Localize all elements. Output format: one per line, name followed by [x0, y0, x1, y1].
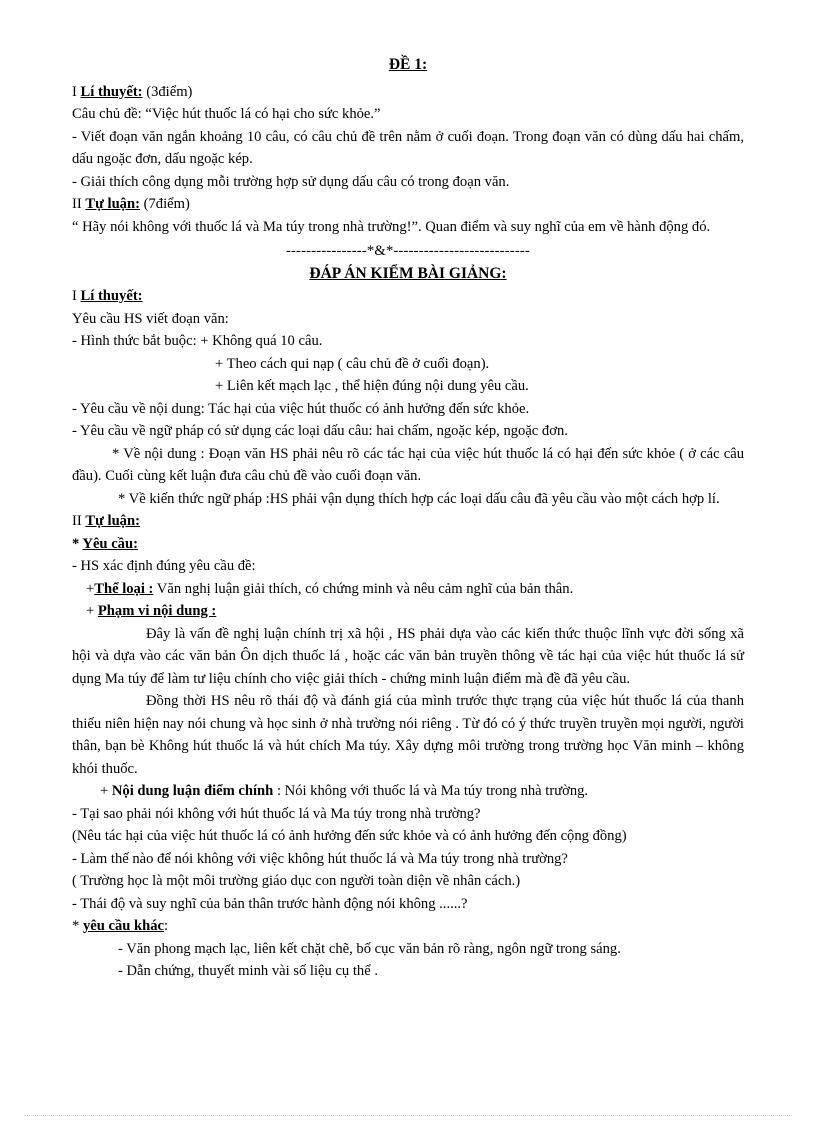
list-item: - Dẫn chứng, thuyết minh vài số liệu cụ thể .: [118, 963, 379, 979]
list-item: - Tại sao phải nói không với hút thuốc lá và Ma túy trong nhà trường?: [72, 805, 481, 822]
list-item: ( Trường học là một môi trường giáo dục con người toàn diện về nhân cách.): [72, 873, 521, 889]
grammar-note: * Về kiến thức ngữ pháp :HS phải vận dụng thích hợp các loại dấu câu đã yêu cầu vào một cách hợp lí.: [118, 490, 720, 507]
page-bottom-rule: [24, 1115, 792, 1116]
list-item: + Theo cách qui nạp ( câu chủ đề ở cuối đoạn).: [215, 355, 490, 372]
genre-line: +Thể loại : Văn nghị luận giải thích, có chứng minh và nêu cảm nghĩ của bản thân.: [86, 580, 574, 597]
list-item: + Liên kết mạch lạc , thể hiện đúng nội dung yêu cầu.: [215, 378, 529, 394]
section-1-heading: I Lí thuyết: (3điểm): [72, 83, 193, 100]
other-requirements-heading: * yêu cầu khác:: [72, 918, 169, 934]
list-item: - Làm thế nào để nói không với việc không hút thuốc lá và Ma túy trong nhà trường?: [72, 850, 568, 867]
scope-paragraph-2: Đồng thời HS nêu rõ thái độ và đánh giá của mình trước thực trạng của việc hút thuốc lá của thanh thiếu niên hiện nay nói chung và học sinh ở nhà trường nói riêng . Từ đó có ý thức truyền truyền mọi người, người thân, bạn bè Không hút thuốc lá và hút chích Ma túy. Xây dựng môi trường trong trường học Văn minh – không khói thuốc.: [72, 693, 744, 777]
scope-heading: + Phạm vi nội dung :: [86, 603, 217, 619]
list-item: Yêu cầu HS viết đoạn văn:: [72, 310, 229, 327]
requirements-heading: * Yêu cầu:: [72, 535, 138, 552]
document-page: [72, 54, 744, 983]
list-item: (Nêu tác hại của việc hút thuốc lá có ảnh hưởng đến sức khỏe và có ảnh hưởng đến cộng đồng): [72, 828, 627, 844]
separator: ----------------*&*---------------------------: [285, 243, 531, 259]
list-item: - Văn phong mạch lạc, liên kết chặt chẽ, bố cục văn bản rõ ràng, ngôn ngữ trong sáng.: [118, 940, 621, 957]
answer-section-1-heading: I Lí thuyết:: [72, 288, 143, 304]
topic-sentence: Câu chủ đề: “Việc hút thuốc lá có hại cho sức khỏe.”: [72, 106, 381, 122]
content-note: * Về nội dung : Đoạn văn HS phải nêu rõ các tác hại của việc hút thuốc lá có hại đến sức khỏe ( ở các câu đầu). Cuối cùng kết luận đưa câu chủ đề vào cuối đoạn văn.: [72, 445, 744, 484]
main-point-line: + Nội dung luận điểm chính : Nói không với thuốc lá và Ma túy trong nhà trường.: [100, 783, 589, 799]
task-1: - Viết đoạn văn ngắn khoảng 10 câu, có câu chủ đề trên nằm ở cuối đoạn. Trong đoạn văn có dùng dấu hai chấm, dấu ngoặc đơn, dấu ngoặc kép.: [72, 128, 744, 167]
list-item: - Hình thức bắt buộc: + Không quá 10 câu.: [72, 333, 323, 349]
answer-title: ĐÁP ÁN KIỂM BÀI GIẢNG:: [309, 264, 507, 282]
list-item: - Thái độ và suy nghĩ của bản thân trước hành động nói không ......?: [72, 895, 468, 912]
list-item: - Yêu cầu về nội dung: Tác hại của việc hút thuốc có ảnh hưởng đến sức khỏe.: [72, 400, 530, 417]
scope-paragraph-1: Đây là vấn đề nghị luận chính trị xã hội , HS phải dựa vào các kiến thức thuộc lĩnh vực đời sống xã hội và dựa vào các văn bản Ôn dịch thuốc lá , hoặc các văn bản truyền thông về tác hại của việc hút thuốc lá sử dụng Ma túy để làm tư liệu chính cho việc giải thích - chứng minh luận điểm mà đề đã yêu cầu.: [72, 625, 744, 687]
exam-title: ĐỀ 1:: [388, 56, 428, 73]
list-item: - Yêu cầu về ngữ pháp có sử dụng các loại dấu câu: hai chấm, ngoặc kép, ngoặc đơn.: [72, 423, 568, 439]
section-2-heading: II Tự luận: (7điểm): [72, 196, 190, 212]
requirements-intro: - HS xác định đúng yêu cầu đề:: [72, 558, 256, 574]
essay-prompt: “ Hãy nói không với thuốc lá và Ma túy trong nhà trường!”. Quan điểm và suy nghĩ của em về hành động đó.: [72, 218, 711, 235]
task-2: - Giải thích công dụng mỗi trường hợp sử dụng dấu câu có trong đoạn văn.: [72, 173, 510, 190]
answer-section-2-heading: II Tự luận:: [72, 513, 140, 529]
